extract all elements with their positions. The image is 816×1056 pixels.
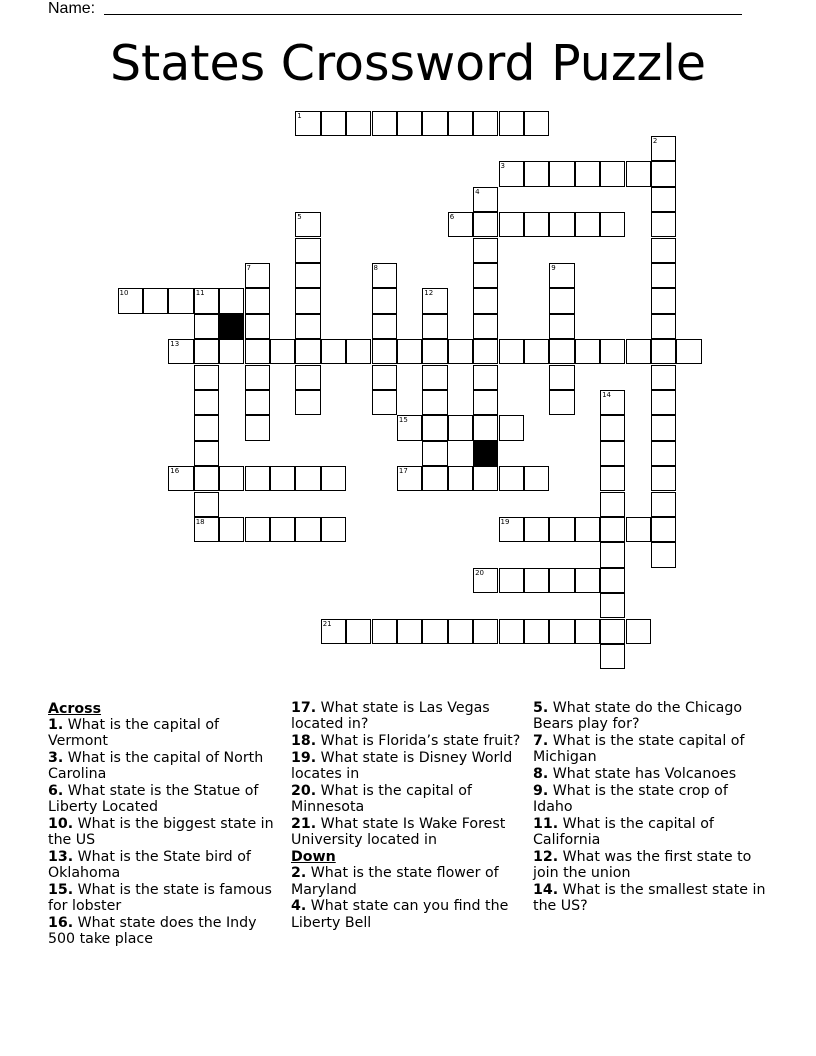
clue-across-16: 16. What state does the Indy 500 take place (48, 915, 257, 948)
clue-number: 11 (195, 289, 205, 298)
grid-cell[interactable] (524, 466, 549, 491)
grid-cell[interactable] (295, 111, 320, 136)
clue-down-2: 2. What is the state flower of Maryland (291, 865, 499, 898)
clue-column-2 (291, 700, 523, 931)
grid-cell[interactable] (194, 339, 219, 364)
grid-cell[interactable] (245, 288, 270, 313)
grid-cell[interactable] (295, 212, 320, 237)
grid-cell[interactable] (600, 492, 625, 517)
grid-cell[interactable] (499, 212, 524, 237)
grid-cell[interactable] (473, 263, 498, 288)
grid-cell[interactable] (372, 288, 397, 313)
grid-cell[interactable] (651, 212, 676, 237)
grid-cell[interactable] (651, 339, 676, 364)
grid-cell[interactable] (245, 517, 270, 542)
grid-cell[interactable] (651, 390, 676, 415)
grid-cell[interactable] (600, 161, 625, 186)
clue-across-1: 1. What is the capital of Vermont (48, 717, 220, 750)
clue-number: 2 (652, 136, 658, 145)
clue-number: 18 (195, 517, 205, 526)
grid-cell[interactable] (473, 111, 498, 136)
grid-cell[interactable] (397, 619, 422, 644)
grid-cell[interactable] (321, 619, 346, 644)
clue-number: 15 (398, 416, 408, 425)
clue-down-5: 5. What state do the Chicago Bears play for? (533, 700, 743, 733)
grid-cell[interactable] (549, 212, 574, 237)
down-header: Down (291, 849, 336, 866)
clue-number: 7 (246, 263, 251, 272)
grid-cell[interactable] (321, 339, 346, 364)
clue-across-17: 17. What state is Las Vegas located in? (291, 700, 490, 733)
grid-cell[interactable] (245, 365, 270, 390)
grid-cell[interactable] (473, 288, 498, 313)
grid-cell[interactable] (295, 466, 320, 491)
grid-cell[interactable] (219, 517, 244, 542)
grid-cell[interactable] (245, 314, 270, 339)
grid-cell[interactable] (321, 466, 346, 491)
clue-number: 8 (373, 263, 378, 272)
grid-cell[interactable] (549, 365, 574, 390)
grid-cell[interactable] (168, 339, 193, 364)
grid-cell[interactable] (549, 390, 574, 415)
clue-down-4: 4. What state can you find the Liberty Bell (291, 898, 509, 931)
grid-cell[interactable] (372, 619, 397, 644)
grid-cell[interactable] (219, 466, 244, 491)
clue-down-7: 7. What is the state capital of Michigan (533, 733, 745, 766)
grid-cell[interactable] (422, 288, 447, 313)
grid-cell[interactable] (600, 644, 625, 669)
grid-cell[interactable] (219, 339, 244, 364)
clue-across-20: 20. What is the capital of Minnesota (291, 782, 472, 815)
grid-cell[interactable] (600, 568, 625, 593)
grid-cell[interactable] (600, 542, 625, 567)
grid-cell[interactable] (372, 314, 397, 339)
grid-cell[interactable] (600, 517, 625, 542)
grid-cell[interactable] (600, 619, 625, 644)
clue-across-10: 10. What is the biggest state in the US (48, 816, 274, 849)
page-title: States Crossword Puzzle (109, 35, 707, 92)
grid-cell[interactable] (295, 365, 320, 390)
grid-cell[interactable] (346, 111, 371, 136)
grid-cell[interactable] (194, 492, 219, 517)
grid-cell[interactable] (219, 288, 244, 313)
grid-cell[interactable] (422, 365, 447, 390)
grid-cell[interactable] (118, 288, 143, 313)
clue-number: 3 (500, 162, 505, 171)
clue-across-15: 15. What is the state is famous for lobster (48, 882, 272, 915)
grid-cell[interactable] (321, 517, 346, 542)
grid-cell[interactable] (422, 466, 447, 491)
grid-cell[interactable] (143, 288, 168, 313)
grid-cell[interactable] (422, 339, 447, 364)
grid-cell[interactable] (549, 339, 574, 364)
grid-cell[interactable] (651, 263, 676, 288)
grid-cell[interactable] (194, 466, 219, 491)
grid-cell[interactable] (422, 314, 447, 339)
grid-cell[interactable] (397, 111, 422, 136)
grid-cell[interactable] (245, 415, 270, 440)
grid-cell[interactable] (194, 365, 219, 390)
grid-cell[interactable] (245, 263, 270, 288)
grid-cell[interactable] (651, 365, 676, 390)
grid-cell[interactable] (473, 466, 498, 491)
grid-cell[interactable] (372, 339, 397, 364)
grid-cell[interactable] (651, 517, 676, 542)
grid-cell[interactable] (575, 568, 600, 593)
grid-cell[interactable] (524, 568, 549, 593)
grid-cell[interactable] (270, 517, 295, 542)
grid-cell[interactable] (524, 111, 549, 136)
grid-cell[interactable] (473, 314, 498, 339)
grid-cell[interactable] (600, 212, 625, 237)
grid-cell[interactable] (549, 568, 574, 593)
grid-cell[interactable] (600, 466, 625, 491)
grid-cell[interactable] (499, 111, 524, 136)
grid-cell[interactable] (524, 517, 549, 542)
grid-cell[interactable] (499, 339, 524, 364)
clue-number: 20 (475, 568, 485, 577)
grid-cell[interactable] (473, 568, 498, 593)
grid-cell[interactable] (448, 415, 473, 440)
grid-cell[interactable] (295, 314, 320, 339)
grid-cell[interactable] (448, 111, 473, 136)
grid-cell[interactable] (499, 415, 524, 440)
grid-cell[interactable] (397, 466, 422, 491)
clue-number: 13 (170, 340, 180, 349)
grid-cell[interactable] (422, 619, 447, 644)
grid-cell[interactable] (295, 288, 320, 313)
clue-number: 21 (322, 619, 332, 628)
clue-across-18: 18. What is Florida’s state fruit? (291, 733, 521, 749)
grid-cell[interactable] (473, 619, 498, 644)
grid-cell[interactable] (194, 390, 219, 415)
grid-cell[interactable] (448, 619, 473, 644)
grid-cell[interactable] (270, 466, 295, 491)
clue-across-19: 19. What state is Disney World locates in (291, 749, 513, 782)
grid-cell[interactable] (499, 161, 524, 186)
grid-cell[interactable] (194, 288, 219, 313)
grid-cell[interactable] (626, 619, 651, 644)
grid-cell[interactable] (549, 314, 574, 339)
clue-across-6: 6. What state is the Statue of Liberty Located (48, 783, 259, 816)
grid-cell[interactable] (600, 339, 625, 364)
grid-cell[interactable] (397, 415, 422, 440)
grid-cell[interactable] (499, 619, 524, 644)
clue-number: 4 (475, 187, 480, 196)
clue-number: 14 (602, 390, 612, 399)
grid-cell[interactable] (194, 441, 219, 466)
grid-cell[interactable] (549, 161, 574, 186)
across-header: Across (48, 701, 102, 717)
clue-number: 6 (449, 213, 455, 222)
grid-cell[interactable] (372, 390, 397, 415)
black-cell (473, 441, 498, 466)
grid-cell[interactable] (473, 339, 498, 364)
grid-cell[interactable] (168, 466, 193, 491)
grid-cell[interactable] (651, 492, 676, 517)
name-line[interactable] (104, 14, 742, 15)
grid-cell[interactable] (422, 111, 447, 136)
grid-cell[interactable] (473, 187, 498, 212)
grid-cell[interactable] (346, 619, 371, 644)
grid-cell[interactable] (575, 619, 600, 644)
grid-cell[interactable] (448, 212, 473, 237)
grid-cell[interactable] (575, 161, 600, 186)
grid-cell[interactable] (422, 415, 447, 440)
clue-number: 12 (424, 289, 434, 298)
grid-cell[interactable] (448, 339, 473, 364)
grid-cell[interactable] (524, 339, 549, 364)
clue-number: 19 (500, 517, 510, 526)
clue-column-3 (533, 700, 768, 915)
grid-cell[interactable] (295, 263, 320, 288)
grid-cell[interactable] (600, 593, 625, 618)
grid-cell[interactable] (295, 339, 320, 364)
clue-across-21: 21. What state Is Wake Forest University located in (291, 815, 506, 848)
grid-cell[interactable] (651, 187, 676, 212)
clue-across-3: 3. What is the capital of North Carolina (48, 750, 264, 783)
grid-cell[interactable] (600, 390, 625, 415)
grid-cell[interactable] (499, 517, 524, 542)
grid-cell[interactable] (651, 542, 676, 567)
grid-cell[interactable] (194, 415, 219, 440)
clue-down-8: 8. What state has Volcanoes (533, 766, 737, 782)
grid-cell[interactable] (245, 466, 270, 491)
clue-number: 5 (297, 213, 302, 222)
grid-cell[interactable] (549, 288, 574, 313)
clue-across-13: 13. What is the State bird of Oklahoma (48, 849, 251, 882)
clue-number: 1 (297, 111, 302, 120)
grid-cell[interactable] (321, 111, 346, 136)
grid-cell[interactable] (524, 212, 549, 237)
grid-cell[interactable] (626, 517, 651, 542)
grid-cell[interactable] (626, 339, 651, 364)
grid-cell[interactable] (346, 339, 371, 364)
grid-cell[interactable] (448, 466, 473, 491)
clue-down-14: 14. What is the smallest state in the US? (533, 881, 766, 914)
clue-down-12: 12. What was the first state to join the union (533, 848, 752, 881)
grid-cell[interactable] (295, 517, 320, 542)
grid-cell[interactable] (651, 161, 676, 186)
grid-cell[interactable] (651, 441, 676, 466)
clue-number: 16 (170, 467, 180, 476)
grid-cell[interactable] (473, 212, 498, 237)
grid-cell[interactable] (168, 288, 193, 313)
grid-cell[interactable] (651, 238, 676, 263)
grid-cell[interactable] (575, 212, 600, 237)
grid-cell[interactable] (295, 390, 320, 415)
grid-cell[interactable] (295, 238, 320, 263)
grid-cell[interactable] (549, 619, 574, 644)
clue-number: 10 (119, 289, 129, 298)
grid-cell[interactable] (473, 415, 498, 440)
grid-cell[interactable] (372, 111, 397, 136)
grid-cell[interactable] (499, 568, 524, 593)
clue-down-11: 11. What is the capital of California (533, 815, 714, 848)
grid-cell[interactable] (473, 238, 498, 263)
grid-cell[interactable] (270, 339, 295, 364)
clue-number: 9 (551, 263, 556, 272)
grid-cell[interactable] (245, 390, 270, 415)
grid-cell[interactable] (524, 619, 549, 644)
grid-cell[interactable] (651, 314, 676, 339)
grid-cell[interactable] (626, 161, 651, 186)
grid-cell[interactable] (422, 441, 447, 466)
grid-cell[interactable] (194, 517, 219, 542)
grid-cell[interactable] (473, 365, 498, 390)
grid-cell[interactable] (499, 466, 524, 491)
grid-cell[interactable] (245, 339, 270, 364)
grid-cell[interactable] (600, 415, 625, 440)
grid-cell[interactable] (549, 263, 574, 288)
grid-cell[interactable] (651, 136, 676, 161)
grid-cell[interactable] (473, 390, 498, 415)
clue-column-1 (48, 700, 276, 948)
grid-cell[interactable] (575, 517, 600, 542)
name-label: Name: (48, 0, 96, 17)
clue-number: 17 (398, 467, 408, 476)
grid-cell[interactable] (194, 314, 219, 339)
grid-cell[interactable] (676, 339, 701, 364)
grid-cell[interactable] (651, 288, 676, 313)
grid-cell[interactable] (397, 339, 422, 364)
grid-cell[interactable] (651, 466, 676, 491)
grid-cell[interactable] (549, 517, 574, 542)
grid-cell[interactable] (372, 365, 397, 390)
grid-cell[interactable] (524, 161, 549, 186)
grid-cell[interactable] (575, 339, 600, 364)
clue-down-9: 9. What is the state crop of Idaho (533, 782, 728, 815)
grid-cell[interactable] (600, 441, 625, 466)
black-cell (219, 314, 244, 339)
grid-cell[interactable] (372, 263, 397, 288)
grid-cell[interactable] (422, 390, 447, 415)
grid-cell[interactable] (651, 415, 676, 440)
